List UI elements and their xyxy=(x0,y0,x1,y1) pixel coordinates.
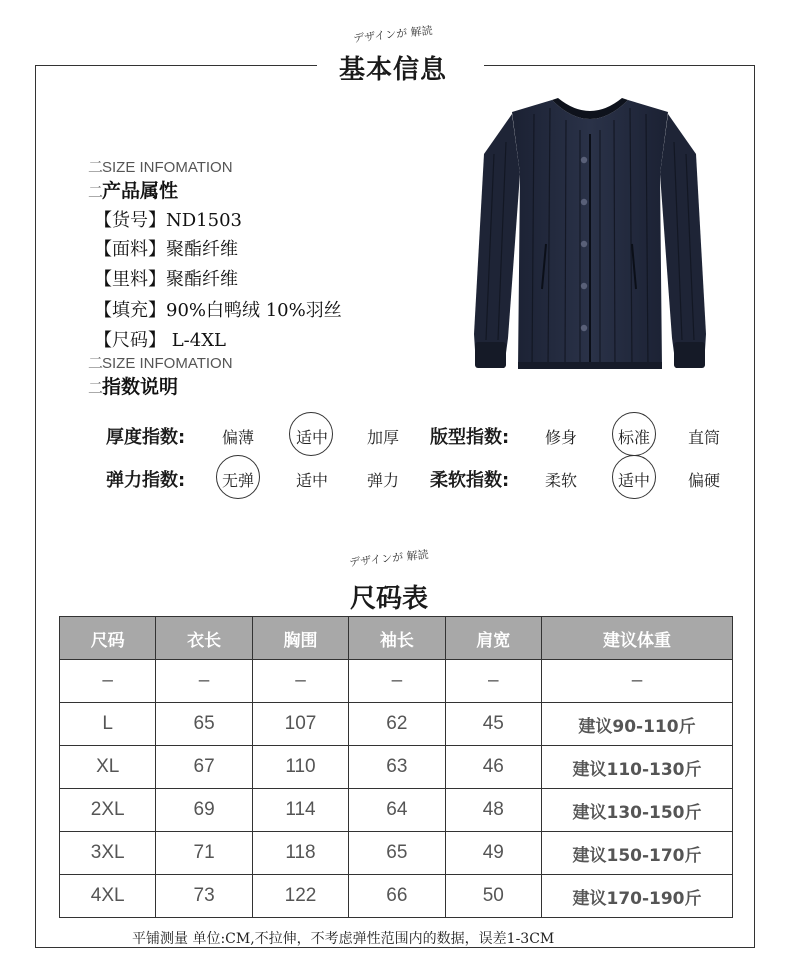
table-cell: 114 xyxy=(252,789,348,832)
table-row xyxy=(60,832,733,875)
table-cell: 3XL xyxy=(60,832,156,875)
size-chart-title: 尺码表 xyxy=(350,584,429,614)
table-cell: XL xyxy=(60,746,156,789)
indices-en-heading: 二SIZE INFOMATION xyxy=(88,355,233,372)
table-cell: 73 xyxy=(156,875,252,918)
thickness-option-medium: 适中 xyxy=(295,428,328,447)
section1-title: 基本信息 xyxy=(339,55,448,85)
table-cell: 建议130-150斤 xyxy=(542,789,733,832)
table-cell: 118 xyxy=(252,832,348,875)
jacket-image xyxy=(472,94,708,374)
header-sleeve: 袖长 xyxy=(349,617,445,660)
table-cell: – xyxy=(60,660,156,703)
table-cell: 110 xyxy=(252,746,348,789)
size-table xyxy=(59,616,733,918)
table-cell: 64 xyxy=(349,789,445,832)
table-header-row xyxy=(60,617,733,660)
table-cell: L xyxy=(60,703,156,746)
table-cell: 122 xyxy=(252,875,348,918)
table-cell: 107 xyxy=(252,703,348,746)
property-fabric: 【面料】聚酯纤维 xyxy=(94,239,238,260)
elasticity-option-stretch: 弹力 xyxy=(366,471,399,490)
measurement-footnote: 平铺测量 单位:CM,不拉伸，不考虑弹性范围内的数据，误差1-3CM xyxy=(132,931,555,947)
table-cell: 67 xyxy=(156,746,252,789)
table-cell: 建议150-170斤 xyxy=(542,832,733,875)
table-cell: 48 xyxy=(445,789,541,832)
table-cell: 50 xyxy=(445,875,541,918)
table-row xyxy=(60,789,733,832)
header-length: 衣长 xyxy=(156,617,252,660)
table-cell: 建议110-130斤 xyxy=(542,746,733,789)
table-cell: 45 xyxy=(445,703,541,746)
table-row xyxy=(60,746,733,789)
softness-option-hard: 偏硬 xyxy=(687,471,720,490)
selection-circle xyxy=(216,455,260,499)
table-cell: 建议90-110斤 xyxy=(542,703,733,746)
table-cell: 63 xyxy=(349,746,445,789)
table-cell: 49 xyxy=(445,832,541,875)
table-row xyxy=(60,703,733,746)
indices-cn-heading: 二指数说明 xyxy=(88,376,179,398)
elasticity-option-none: 无弹 xyxy=(221,471,254,490)
thickness-option-thin: 偏薄 xyxy=(221,428,254,447)
thickness-index-label: 厚度指数: xyxy=(106,427,186,448)
table-cell: 66 xyxy=(349,875,445,918)
fit-option-straight: 直筒 xyxy=(687,428,720,447)
fit-index-label: 版型指数: xyxy=(430,427,510,448)
property-sizes: 【尺码】 L-4XL xyxy=(94,330,226,351)
table-cell: – xyxy=(542,660,733,703)
table-cell: 4XL xyxy=(60,875,156,918)
table-cell: – xyxy=(349,660,445,703)
table-cell: 62 xyxy=(349,703,445,746)
frame-top-left xyxy=(35,65,317,66)
property-filling: 【填充】90%白鸭绒 10%羽丝 xyxy=(94,300,342,321)
selection-circle xyxy=(289,412,333,456)
frame-top-right xyxy=(484,65,754,66)
table-cell: 2XL xyxy=(60,789,156,832)
property-item-number: 【货号】ND1503 xyxy=(94,210,242,231)
table-cell: 65 xyxy=(349,832,445,875)
table-cell: 65 xyxy=(156,703,252,746)
header-size: 尺码 xyxy=(60,617,156,660)
table-cell: – xyxy=(445,660,541,703)
header-shoulder: 肩宽 xyxy=(445,617,541,660)
elasticity-index-label: 弹力指数: xyxy=(106,470,186,491)
table-cell: – xyxy=(252,660,348,703)
section2-tagline: デザインが 解読 xyxy=(348,547,430,570)
product-cn-heading: 二产品属性 xyxy=(88,180,179,202)
fit-option-standard: 标准 xyxy=(617,428,650,447)
property-lining: 【里料】聚酯纤维 xyxy=(94,269,238,290)
elasticity-option-medium: 适中 xyxy=(295,471,328,490)
softness-index-label: 柔软指数: xyxy=(430,470,510,491)
table-cell: – xyxy=(156,660,252,703)
table-cell: 71 xyxy=(156,832,252,875)
frame-left xyxy=(35,65,36,948)
table-row xyxy=(60,875,733,918)
selection-circle xyxy=(612,455,656,499)
frame-right xyxy=(754,65,755,948)
softness-option-medium: 适中 xyxy=(617,471,650,490)
softness-option-soft: 柔软 xyxy=(544,471,577,490)
table-cell: 建议170-190斤 xyxy=(542,875,733,918)
table-cell: 46 xyxy=(445,746,541,789)
table-row xyxy=(60,660,733,703)
selection-circle xyxy=(612,412,656,456)
section1-tagline: デザインが 解読 xyxy=(352,23,434,46)
table-cell: 69 xyxy=(156,789,252,832)
header-chest: 胸围 xyxy=(252,617,348,660)
fit-option-slim: 修身 xyxy=(544,428,577,447)
thickness-option-thick: 加厚 xyxy=(366,428,399,447)
product-en-heading: 二SIZE INFOMATION xyxy=(88,159,233,176)
header-weight: 建议体重 xyxy=(542,617,733,660)
